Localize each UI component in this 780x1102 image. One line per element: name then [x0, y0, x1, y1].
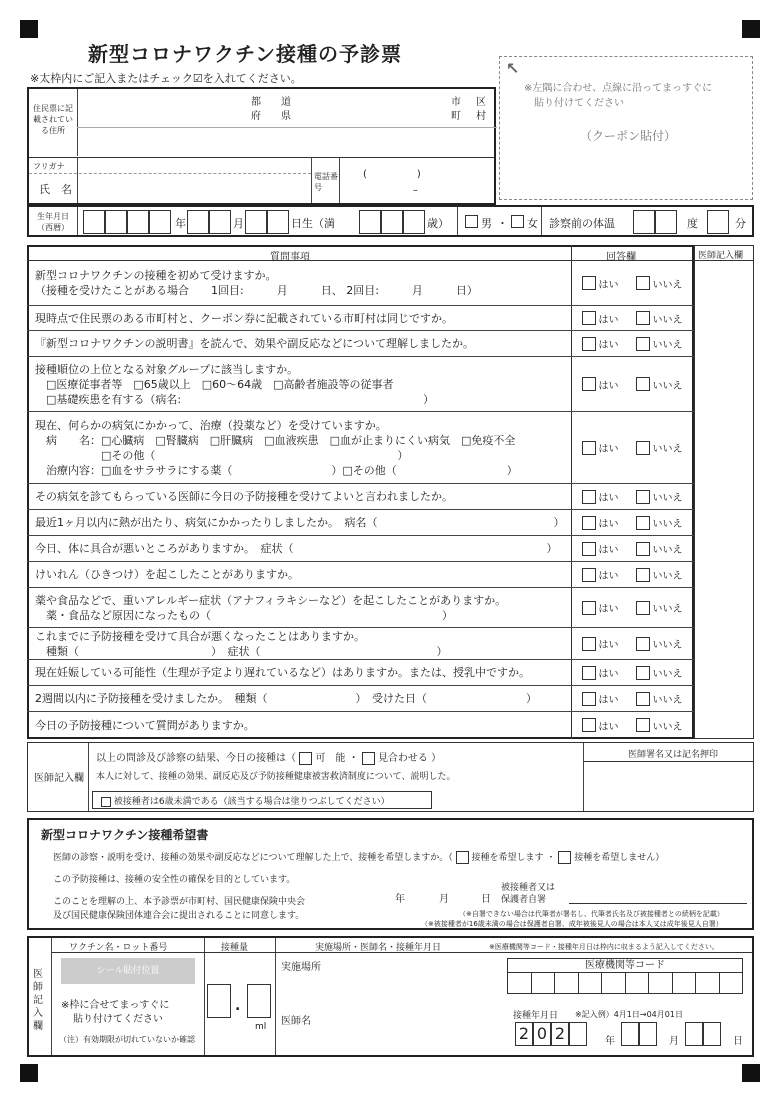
- yes-option[interactable]: [582, 665, 619, 680]
- question-line: 種類（ ） 症状（ ）: [35, 644, 448, 658]
- header-questions: 質問事項: [270, 252, 310, 263]
- no-option[interactable]: [636, 311, 683, 326]
- question-text: [35, 562, 564, 587]
- code-cells: [508, 973, 742, 993]
- no-checkbox[interactable]: [636, 311, 650, 325]
- no-option[interactable]: [636, 515, 683, 530]
- address-mura: 村: [476, 111, 486, 122]
- question-text: [35, 484, 564, 509]
- yes-label: はい: [598, 571, 619, 582]
- date-day: 日: [733, 1036, 743, 1047]
- yes-label: はい: [598, 314, 619, 326]
- signer-label-2: 保護者自署: [501, 895, 547, 905]
- birth-day-label: 日生（満: [291, 217, 335, 230]
- yes-option[interactable]: [582, 311, 619, 326]
- date-note: ※記入例）4月1日→04月01日: [575, 1010, 683, 1019]
- birth-year-digit[interactable]: [83, 210, 105, 234]
- no-checkbox[interactable]: [636, 337, 650, 351]
- no-checkbox[interactable]: [636, 568, 650, 582]
- birth-year-digit[interactable]: [127, 210, 149, 234]
- no-option[interactable]: [636, 336, 683, 351]
- yes-checkbox[interactable]: [582, 337, 596, 351]
- question-row: [27, 412, 694, 484]
- question-line: 新型コロナワクチンの接種を初めて受けますか。: [35, 269, 277, 282]
- defer-label: 見合わせる: [377, 753, 428, 764]
- no-option[interactable]: [636, 276, 683, 291]
- yes-label: はい: [598, 279, 619, 291]
- no-option[interactable]: [636, 665, 683, 680]
- answer-cell: [573, 660, 691, 685]
- code-digit-input[interactable]: [649, 973, 673, 993]
- date-label: 接種年月日: [513, 1011, 559, 1021]
- yes-checkbox[interactable]: [582, 516, 596, 530]
- doctor-close: ）: [431, 753, 442, 764]
- question-line: けいれん（ひきつけ）を起こしたことがありますか。: [35, 568, 299, 581]
- yes-checkbox[interactable]: [582, 568, 596, 582]
- doctor-line2: 本人に対して、接種の効果、副反応及び予防接種健康被害救済制度について、説明した。: [96, 772, 456, 782]
- question-line: 接種順位の上位となる対象グループに該当しますか。: [35, 362, 299, 376]
- birth-label: 生年月日（西暦）: [37, 212, 69, 232]
- doctor-section-label: 医師記入欄: [34, 773, 84, 784]
- request-section: [27, 818, 754, 930]
- doctor-section: [27, 742, 754, 812]
- yes-label: はい: [598, 669, 619, 680]
- corner-marker: [742, 20, 760, 38]
- code-digit-input[interactable]: [508, 973, 532, 993]
- question-line: □その他（ ）: [35, 448, 409, 462]
- yes-checkbox[interactable]: [582, 692, 596, 706]
- answer-cell: [573, 261, 691, 305]
- no-label: いいえ: [652, 314, 683, 326]
- vaccine-header: ワクチン名・ロット番号: [69, 943, 168, 953]
- yes-label: はい: [598, 695, 619, 706]
- question-row: [27, 357, 694, 412]
- yes-checkbox[interactable]: [582, 441, 596, 455]
- dose-dot: .: [235, 998, 241, 1014]
- no-option[interactable]: [636, 440, 683, 455]
- phone-dash: –: [413, 185, 418, 196]
- code-digit-input[interactable]: [720, 973, 743, 993]
- yes-option[interactable]: [582, 489, 619, 504]
- no-label: いいえ: [652, 604, 683, 615]
- no-label: いいえ: [652, 721, 683, 733]
- question-line: □医療従事者等 □65歳以上 □60～64歳 □高齢者施設等の従事者: [35, 377, 394, 391]
- no-checkbox[interactable]: [636, 637, 650, 651]
- temp-deg-label: 度: [687, 217, 698, 230]
- question-line: 現在、何らかの病気にかかって、治療（投薬など）を受けていますか。: [35, 418, 387, 432]
- month-digit-input[interactable]: [621, 1022, 639, 1046]
- question-line: その病気を診てもらっている医師に今日の予防接種を受けてよいと言われましたか。: [35, 490, 453, 503]
- no-option[interactable]: [636, 489, 683, 504]
- birth-day-digit[interactable]: [245, 210, 267, 234]
- bottom-note: ※医療機関等コード・接種年月日は枠内に収まるよう記入してください。: [489, 943, 719, 951]
- no-checkbox[interactable]: [636, 276, 650, 290]
- no-label: いいえ: [652, 640, 683, 651]
- no-label: いいえ: [652, 493, 683, 504]
- yes-option[interactable]: [582, 541, 619, 556]
- temp-decimal-digit[interactable]: [707, 210, 729, 234]
- request-dot: ・: [546, 853, 556, 863]
- date-year: 年: [605, 1036, 615, 1047]
- request-month: 月: [439, 894, 449, 905]
- dose-digit-1[interactable]: [207, 984, 231, 1018]
- question-line: （接種を受けたことがある場合 1回目: 月 日、 2回目: 月 日）: [35, 284, 478, 297]
- yes-option[interactable]: [582, 567, 619, 582]
- year-digits: [515, 1022, 587, 1046]
- under6-label: 被接種者は6歳未満である（該当する場合は塗りつぶしてください）: [113, 797, 390, 807]
- signature-label: 医師署名又は記名押印: [628, 750, 719, 760]
- no-label: いいえ: [652, 380, 683, 392]
- code-digit-input[interactable]: [673, 973, 697, 993]
- request-note-2: （※被接種者が16歳未満の場合は保護者自署、成年被後見人の場合は本人又は成年後見人自署）: [421, 920, 723, 928]
- page-title: 新型コロナワクチン接種の予診票: [88, 42, 402, 66]
- phone-paren: ( ): [363, 169, 421, 180]
- temp-digit[interactable]: [633, 210, 655, 234]
- question-line: 今日の予防接種について質問がありますか。: [35, 718, 255, 732]
- expiry-note: （注）有効期限が切れていないか確認: [59, 1035, 195, 1044]
- answer-cell: [573, 588, 691, 627]
- request-note-1: （※自署できない場合は代筆者が署名し、代筆者氏名及び被接種者との続柄を記載）: [459, 910, 724, 918]
- code-digit-input[interactable]: [555, 973, 579, 993]
- code-digit-input[interactable]: [602, 973, 626, 993]
- address-machi: 町: [451, 111, 461, 122]
- possible-label: 可 能: [315, 753, 346, 764]
- coupon-label: （クーポン貼付）: [580, 129, 677, 143]
- bottom-label: 医師記入欄: [33, 969, 43, 1032]
- question-line: 2週間以内に予防接種を受けましたか。 種類（ ） 受けた日（ ）: [35, 692, 537, 705]
- yes-label: はい: [598, 340, 619, 351]
- address-ken: 県: [281, 111, 291, 122]
- answer-cell: [573, 562, 691, 587]
- yes-label: はい: [598, 519, 619, 530]
- no-label: いいえ: [652, 571, 683, 582]
- yes-option[interactable]: [582, 377, 619, 392]
- question-line: 最近1ヶ月以内に熱が出たり、病気にかかったりしましたか。 病名（ ）: [35, 516, 565, 529]
- day-digit-input[interactable]: [703, 1022, 721, 1046]
- question-text: [35, 306, 564, 330]
- phone-label: 電話番号: [314, 172, 338, 192]
- address-shi: 市: [451, 97, 461, 108]
- male-label: 男: [481, 217, 492, 230]
- yes-checkbox[interactable]: [582, 490, 596, 504]
- yes-label: はい: [598, 640, 619, 651]
- temp-label: 診察前の体温: [549, 217, 615, 230]
- day-digit-input[interactable]: [685, 1022, 703, 1046]
- yes-label: はい: [598, 444, 619, 455]
- answer-cell: [573, 412, 691, 483]
- question-line: 今日、体に具合が悪いところがありますか。 症状（ ）: [35, 542, 558, 555]
- answer-cell: [573, 712, 691, 738]
- question-row: [27, 331, 694, 357]
- question-text: [35, 588, 564, 627]
- question-row: [27, 562, 694, 588]
- defer-checkbox[interactable]: [362, 752, 375, 765]
- day-digits: [685, 1022, 721, 1046]
- header-answers: 回答欄: [606, 252, 636, 263]
- question-text: [35, 686, 564, 711]
- coupon-note-1: ※左隅に合わせ、点線に沿ってまっすぐに: [524, 83, 713, 94]
- applicant-info-block: [27, 87, 496, 205]
- temp-digit[interactable]: [655, 210, 677, 234]
- request-line2: この予防接種は、接種の安全性の確保を目的としています。: [53, 875, 296, 885]
- code-label: 医療機関等コード: [508, 959, 742, 973]
- question-line: 治療内容：□血をサラサラにする薬（ ）□その他（ ）: [35, 463, 518, 477]
- no-option[interactable]: [636, 636, 683, 651]
- under6-box: [92, 791, 432, 809]
- month-digits: [621, 1022, 657, 1046]
- code-digit-input[interactable]: [579, 973, 603, 993]
- request-line4: 及び国民健康保険団体連合会に提出されることに同意します。: [53, 911, 305, 921]
- not-want-checkbox[interactable]: [558, 851, 571, 864]
- question-row: [27, 536, 694, 562]
- signer-label-1: 被接種者又は: [501, 883, 556, 893]
- code-digit-input[interactable]: [696, 973, 720, 993]
- seal-position: シール貼付位置: [61, 958, 195, 984]
- no-option[interactable]: [636, 718, 683, 733]
- instruction: ※太枠内にご記入またはチェック☑を入れてください。: [30, 72, 302, 85]
- age-digit[interactable]: [403, 210, 425, 234]
- birth-row: [27, 205, 754, 237]
- no-option[interactable]: [636, 600, 683, 615]
- seal-note-2: 貼り付けてください: [73, 1014, 163, 1025]
- yes-option[interactable]: [582, 636, 619, 651]
- yes-option[interactable]: [582, 718, 619, 733]
- no-label: いいえ: [652, 695, 683, 706]
- question-row: [27, 588, 694, 628]
- yes-label: はい: [598, 604, 619, 615]
- yes-option[interactable]: [582, 440, 619, 455]
- no-label: いいえ: [652, 340, 683, 351]
- yes-checkbox[interactable]: [582, 637, 596, 651]
- temp-min-label: 分: [735, 217, 746, 230]
- place-label: 実施場所: [281, 962, 321, 973]
- no-label: いいえ: [652, 519, 683, 530]
- yes-checkbox[interactable]: [582, 601, 596, 615]
- question-line: 薬や食品などで、重いアレルギー症状（アナフィラキシーなど）を起こしたことがありますか。: [35, 593, 507, 607]
- question-line: 病 名：□心臓病 □腎臓病 □肝臓病 □血液疾患 □血が止まりにくい病気 □免疫不全: [35, 433, 516, 447]
- male-checkbox[interactable]: [465, 215, 478, 228]
- no-checkbox[interactable]: [636, 718, 650, 732]
- address-input[interactable]: [79, 129, 491, 155]
- answer-cell: [573, 357, 691, 411]
- no-option[interactable]: [636, 541, 683, 556]
- no-checkbox[interactable]: [636, 490, 650, 504]
- coupon-note-2: 貼り付けてください: [534, 98, 624, 109]
- doctor-line1: [96, 749, 441, 765]
- birth-month-digit[interactable]: [187, 210, 209, 234]
- request-year: 年: [395, 894, 405, 905]
- request-question: 医師の診察・説明を受け、接種の効果や副反応などについて理解した上で、接種を希望しますか。（: [53, 853, 453, 863]
- question-row: [27, 660, 694, 686]
- question-row: [27, 484, 694, 510]
- corner-marker: [20, 20, 38, 38]
- doctor-line1-text: 以上の問診及び診察の結果、今日の接種は（: [96, 753, 296, 764]
- question-line: 現時点で住民票のある市町村と、クーポン券に記載されている市町村は同じですか。: [35, 311, 453, 325]
- question-row: [27, 712, 694, 738]
- yes-option[interactable]: [582, 600, 619, 615]
- question-text: [35, 261, 564, 305]
- address-dou: 道: [281, 97, 291, 108]
- request-title: 新型コロナワクチン接種希望書: [41, 828, 209, 842]
- birth-day-digit[interactable]: [267, 210, 289, 234]
- corner-marker: [742, 1064, 760, 1082]
- dose-header: 接種量: [221, 943, 249, 953]
- no-label: いいえ: [652, 279, 683, 291]
- question-line: □基礎疾患を有する（病名: ）: [35, 392, 435, 406]
- request-day: 日: [481, 894, 491, 905]
- no-label: いいえ: [652, 669, 683, 680]
- question-line: 『新型コロナワクチンの説明書』を読んで、効果や副反応などについて理解しましたか。: [35, 337, 475, 350]
- answer-cell: [573, 510, 691, 535]
- question-row: [27, 686, 694, 712]
- place-header: 実施場所・医師名・接種年月日: [315, 943, 442, 953]
- year-digit: 2: [551, 1022, 569, 1046]
- no-checkbox[interactable]: [636, 542, 650, 556]
- address-fu: 府: [251, 111, 261, 122]
- question-row: [27, 261, 694, 306]
- doctor-dot: ・: [348, 753, 359, 764]
- no-checkbox[interactable]: [636, 666, 650, 680]
- request-line1: [53, 850, 664, 864]
- phone-input[interactable]: [341, 159, 491, 203]
- address-label: 住民票に記載されている住所: [33, 104, 73, 135]
- no-option[interactable]: [636, 691, 683, 706]
- age-digit[interactable]: [359, 210, 381, 234]
- gender-dot: ・: [497, 217, 508, 230]
- coupon-area: [499, 56, 753, 200]
- birth-year-digit[interactable]: [105, 210, 127, 234]
- answer-cell: [573, 484, 691, 509]
- doctor-name-label: 医師名: [281, 1016, 311, 1027]
- corner-marker: [20, 1064, 38, 1082]
- name-label: 氏 名: [39, 183, 72, 196]
- address-to: 都: [251, 97, 261, 108]
- under6-checkbox[interactable]: [101, 797, 111, 807]
- yes-label: はい: [598, 380, 619, 392]
- answer-cell: [573, 331, 691, 356]
- no-option[interactable]: [636, 377, 683, 392]
- want-label: 接種を希望します: [471, 853, 544, 863]
- dose-digit-2[interactable]: [247, 984, 271, 1018]
- yes-option[interactable]: [582, 276, 619, 291]
- yes-label: はい: [598, 493, 619, 504]
- question-text: [35, 412, 564, 483]
- signature-input[interactable]: [569, 878, 747, 904]
- answer-cell: [573, 628, 691, 659]
- question-row: [27, 306, 694, 331]
- question-text: [35, 660, 564, 685]
- no-label: いいえ: [652, 444, 683, 455]
- yes-checkbox[interactable]: [582, 542, 596, 556]
- question-text: [35, 628, 564, 659]
- bottom-section: [27, 936, 754, 1057]
- year-digit-input[interactable]: [569, 1022, 587, 1046]
- age-digit[interactable]: [381, 210, 403, 234]
- answer-cell: [573, 536, 691, 561]
- no-checkbox[interactable]: [636, 601, 650, 615]
- year-digit: 2: [515, 1022, 533, 1046]
- address-ku: 区: [476, 97, 486, 108]
- request-line3: このことを理解の上、本予診票が市町村、国民健康保険中央会: [53, 897, 306, 907]
- question-text: [35, 331, 564, 356]
- age-label: 歳）: [427, 217, 449, 230]
- question-line: 現在妊娠している可能性（生理が予定より遅れているなど）はありますか。または、授乳中ですか。: [35, 666, 530, 679]
- yes-label: はい: [598, 721, 619, 733]
- header-doctor: 医師記入欄: [698, 251, 744, 261]
- female-checkbox[interactable]: [511, 215, 524, 228]
- yes-checkbox[interactable]: [582, 377, 596, 391]
- question-text: [35, 510, 564, 535]
- question-line: これまでに予防接種を受けて具合が悪くなったことはありますか。: [35, 629, 365, 643]
- seal-note-1: ※枠に合せてまっすぐに: [61, 1000, 170, 1011]
- want-checkbox[interactable]: [456, 851, 469, 864]
- birth-month-label: 月: [233, 217, 244, 230]
- birth-month-digit[interactable]: [209, 210, 231, 234]
- no-label: いいえ: [652, 545, 683, 556]
- answer-cell: [573, 306, 691, 330]
- yes-checkbox[interactable]: [582, 276, 596, 290]
- no-checkbox[interactable]: [636, 692, 650, 706]
- dose-unit: ml: [255, 1022, 267, 1032]
- no-checkbox[interactable]: [636, 441, 650, 455]
- code-digit-input[interactable]: [532, 973, 556, 993]
- date-month: 月: [669, 1036, 679, 1047]
- no-option[interactable]: [636, 567, 683, 582]
- code-digit-input[interactable]: [626, 973, 650, 993]
- question-text: [35, 712, 564, 738]
- answer-cell: [573, 686, 691, 711]
- year-digit: 0: [533, 1022, 551, 1046]
- yes-option[interactable]: [582, 336, 619, 351]
- furigana-label: フリガナ: [33, 162, 65, 171]
- birth-year-label: 年: [175, 217, 186, 230]
- name-input[interactable]: [79, 175, 309, 203]
- yes-option[interactable]: [582, 515, 619, 530]
- arrow-icon: ↖: [506, 59, 520, 78]
- possible-checkbox[interactable]: [299, 752, 312, 765]
- birth-year-digit[interactable]: [149, 210, 171, 234]
- not-want-label: 接種を希望しません）: [574, 853, 665, 863]
- question-line: 薬・食品など原因になったもの（ ）: [35, 608, 453, 622]
- no-checkbox[interactable]: [636, 377, 650, 391]
- yes-option[interactable]: [582, 691, 619, 706]
- question-row: [27, 510, 694, 536]
- no-checkbox[interactable]: [636, 516, 650, 530]
- yes-checkbox[interactable]: [582, 311, 596, 325]
- month-digit-input[interactable]: [639, 1022, 657, 1046]
- code-box: [507, 958, 743, 994]
- female-label: 女: [527, 217, 538, 230]
- yes-label: はい: [598, 545, 619, 556]
- question-text: [35, 536, 564, 561]
- yes-checkbox[interactable]: [582, 666, 596, 680]
- question-text: [35, 357, 564, 411]
- question-row: [27, 628, 694, 660]
- yes-checkbox[interactable]: [582, 718, 596, 732]
